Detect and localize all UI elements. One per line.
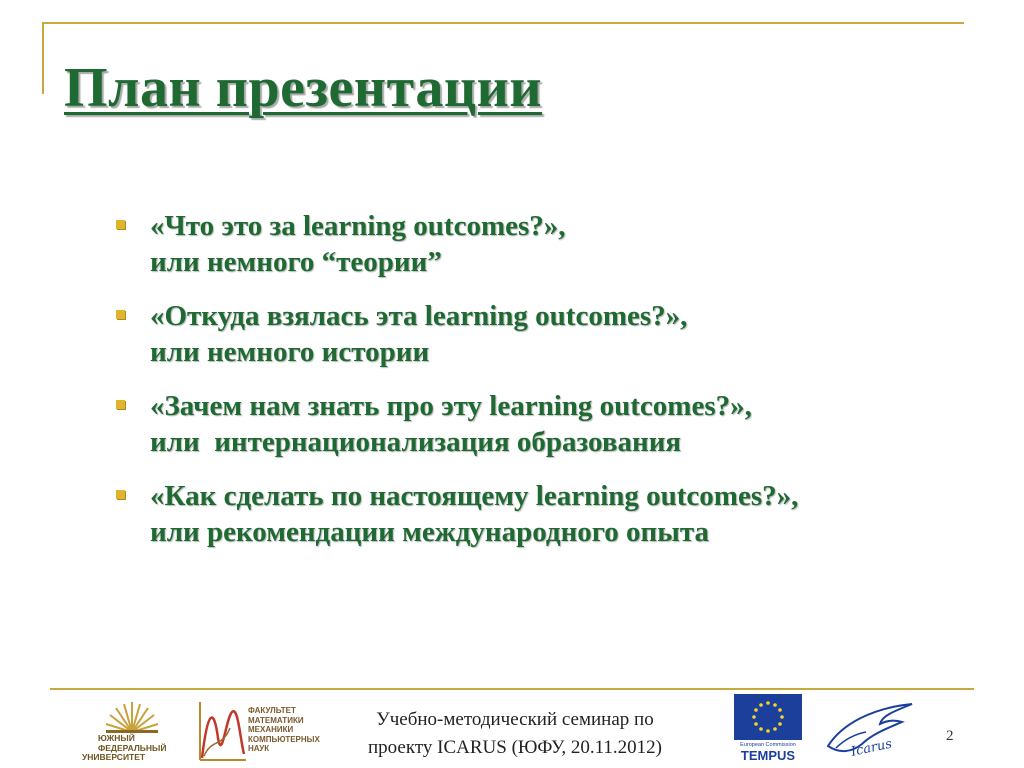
bullet-line: «Как сделать по настоящему learning outcomes?», bbox=[150, 480, 799, 512]
bullet-list bbox=[112, 208, 992, 568]
footer-divider bbox=[50, 688, 974, 690]
faculty-logo-line: КОМПЬЮТЕРНЫХ bbox=[248, 734, 320, 744]
tempus-logo bbox=[734, 694, 802, 766]
footer-line-2: проекту ICARUS (ЮФУ, 20.11.2012) bbox=[368, 737, 662, 758]
frame-top-line bbox=[42, 22, 964, 24]
eu-flag-icon bbox=[734, 694, 802, 740]
footer-caption bbox=[330, 706, 700, 762]
slide-title: План презентации bbox=[64, 57, 543, 119]
tempus-caption: European Commission bbox=[740, 742, 796, 748]
faculty-logo-line: МЕХАНИКИ bbox=[248, 725, 294, 734]
faculty-logo-text bbox=[248, 706, 328, 754]
faculty-logo-line: ФАКУЛЬТЕТ bbox=[248, 706, 296, 715]
icarus-logo-text: Icarus bbox=[849, 736, 894, 760]
sfu-logo bbox=[82, 700, 190, 762]
square-bullet-icon bbox=[116, 310, 125, 319]
bullet-subline: или рекомендации международного опыта bbox=[150, 516, 709, 548]
tempus-name: TEMPUS bbox=[740, 748, 796, 763]
icarus-wing-icon bbox=[822, 694, 922, 762]
icarus-logo bbox=[822, 694, 922, 762]
bullet-subline: или немного “теории” bbox=[150, 246, 442, 278]
sunburst-crest-icon bbox=[102, 700, 162, 734]
sfu-logo-line: ФЕДЕРАЛЬНЫЙ bbox=[98, 742, 167, 753]
square-bullet-icon bbox=[116, 400, 125, 409]
page-number: 2 bbox=[946, 728, 954, 744]
bullet-item bbox=[112, 208, 992, 280]
square-bullet-icon bbox=[116, 220, 125, 229]
faculty-logo-line: НАУК bbox=[248, 744, 270, 753]
sfu-logo-text bbox=[82, 734, 192, 763]
bullet-line: «Зачем нам знать про эту learning outcomes?», bbox=[150, 390, 752, 422]
bullet-subline: или интернационализация образования bbox=[150, 426, 682, 458]
faculty-logo-line: МАТЕМАТИКИ bbox=[248, 715, 304, 725]
bullet-item bbox=[112, 478, 992, 550]
bullet-line: «Что это за learning outcomes?», bbox=[150, 210, 566, 242]
curve-graph-icon bbox=[196, 698, 248, 764]
sfu-logo-line: ЮЖНЫЙ bbox=[98, 733, 135, 743]
bullet-line: «Откуда взялась эта learning outcomes?», bbox=[150, 300, 688, 332]
sfu-logo-line: УНИВЕРСИТЕТ bbox=[82, 752, 146, 762]
bullet-item bbox=[112, 388, 992, 460]
faculty-logo bbox=[196, 698, 326, 764]
frame-left-line bbox=[42, 22, 44, 94]
footer-line-1: Учебно-методический семинар по bbox=[376, 709, 654, 730]
bullet-item bbox=[112, 298, 992, 370]
bullet-subline: или немного истории bbox=[150, 336, 430, 368]
square-bullet-icon bbox=[116, 490, 125, 499]
